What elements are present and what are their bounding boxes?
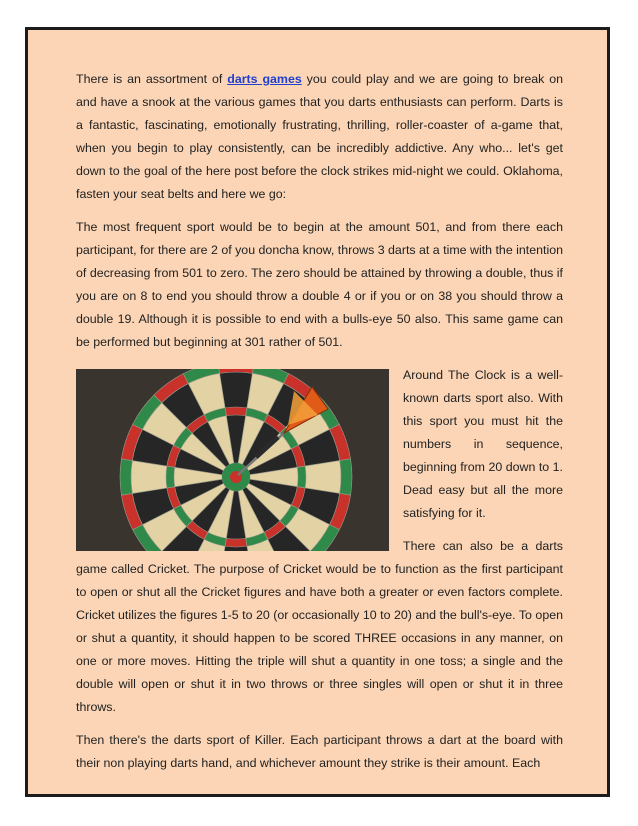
intro-text-end: you could play and we are going to break on and have a snook at the various games that you darts enthusiasts can perform. Darts is a fantastic, fascinating, emotionally frustrating, thrilling, roller-coaster of a-game that, when you begin to play consistently, can be incredibly addictive. Any who... let's get down to the goal of the here post before the clock strikes mid-night we could. Oklahoma, fasten your seat belts and here we go: — [76, 72, 563, 201]
double-ring-segment — [120, 459, 132, 495]
paragraph-around-the-clock: Around The Clock is a well-known darts sport also. With this sport you must hit the numbers in sequence, beginning from 20 down to 1. Dead easy but all the more satisfying for it. — [403, 368, 563, 520]
dartboard-image — [76, 369, 389, 551]
document-page — [25, 27, 610, 797]
article-body — [76, 68, 563, 785]
paragraph-501: The most frequent sport would be to begin at the amount 501, and from there each participant, for there are 2 of you doncha know, throws 3 darts at a time with the intention of decreasing from 501 to zero. The zero should be attained by throwing a double, thus if you are on 8 to end you should throw a double 4 or if you or on 38 you should throw a double 19. Although it is possible to end with a bulls-eye 50 also. This same game can be performed but beginning at 301 rather of 501. — [76, 220, 563, 349]
triple-ring-segment — [166, 466, 175, 488]
paragraph-killer: Then there's the darts sport of Killer. Each participant throws a dart at the board with their non playing darts hand, and whichever amount they strike is their amount. Each — [76, 733, 563, 770]
triple-ring-segment — [225, 407, 247, 416]
intro-text-start: There is an assortment of — [76, 72, 228, 86]
paragraph-intro — [76, 68, 563, 206]
paragraph-cricket: There can also be a darts game called Cricket. The purpose of Cricket would be to function as the first participant to open or shut all the Cricket figures and have both a greater or even factors complete. Cricket utilizes the figures 1-5 to 20 (or occasionally 10 to 20) and the bull's-eye. To open or shut a quantity, it should happen to be scored THREE occasions in any manner, on one or more moves. Hitting the triple will shut a quantity in one toss; a single and the double will open or shut it in two throws or three singles will open or shut it in three throws. — [76, 539, 563, 714]
double-ring-segment — [340, 459, 352, 495]
darts-games-link[interactable]: darts games — [227, 72, 302, 86]
dartboard-photo-icon — [76, 369, 389, 551]
triple-ring-segment — [225, 538, 247, 547]
triple-ring-segment — [297, 466, 306, 488]
